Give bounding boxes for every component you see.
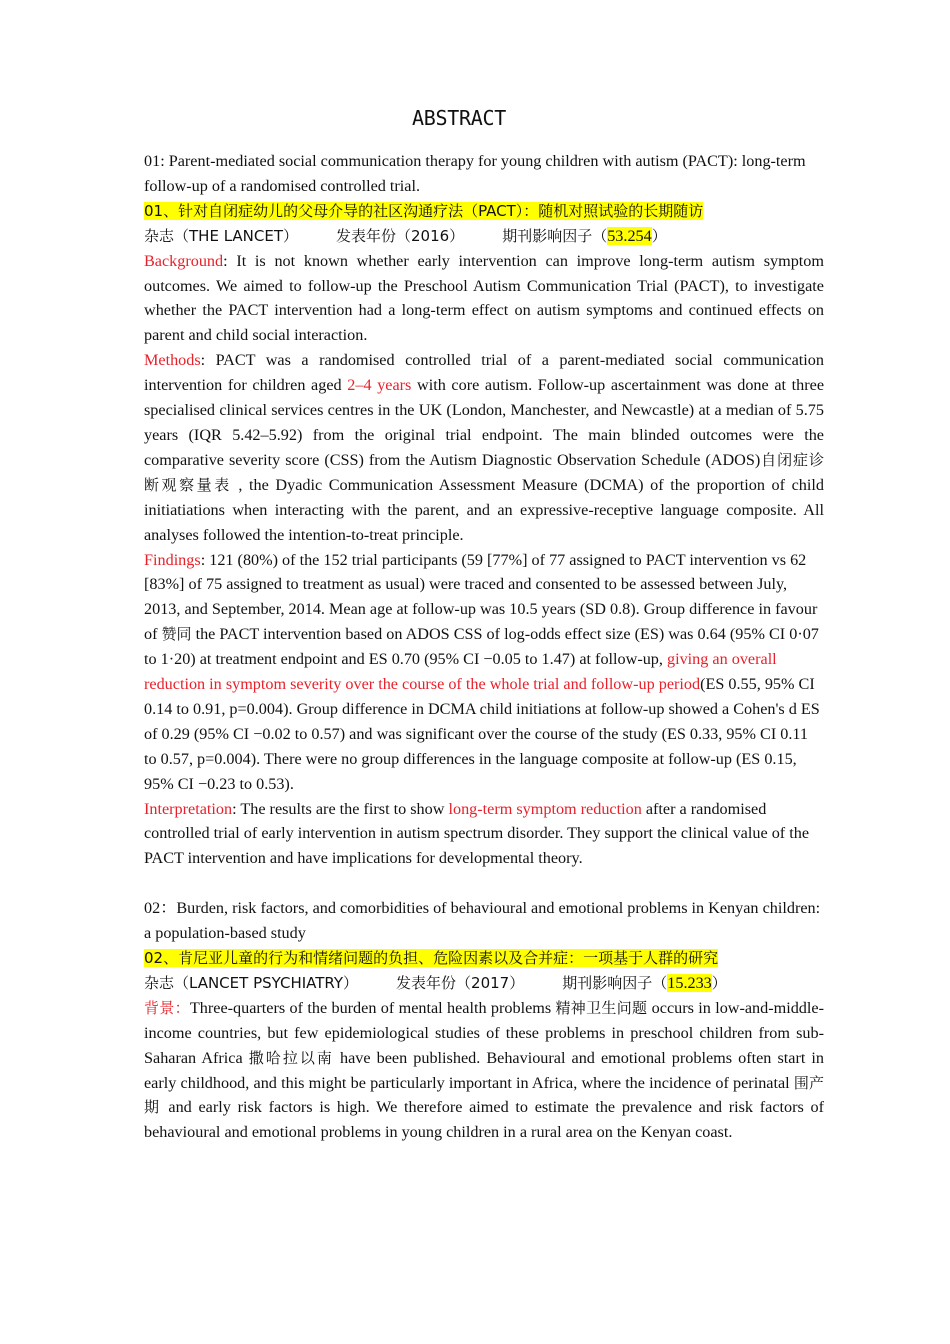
- methods-label: Methods: [144, 351, 201, 370]
- article-2-bg-cn-1: 精神卫生问题: [555, 998, 648, 1017]
- article-2-impact-factor: 15.233: [667, 973, 712, 992]
- methods-age-range: 2–4 years: [347, 376, 412, 395]
- article-2-bg-cn-2: 撒哈拉以南: [248, 1048, 334, 1067]
- article-2-bg-text-4: and early risk factors is high. We therefore aimed to estimate the prevalence and risk factors of behavioural and emotional problems in young children in a rural area on the Kenyan coast.: [144, 1098, 824, 1142]
- article-1-journal: 杂志（THE LANCET）: [144, 226, 298, 245]
- methods-text-1: : PACT was a randomised controlled trial of a parent-mediated social communication intervention for children aged: [144, 351, 824, 395]
- findings-text-3: (ES 0.55, 95% CI 0.14 to 0.91, p=0.004). Group difference in DCMA child initiations at follow-up showed a Cohen's d ES of 0.29 (95% CI −0.02 to 0.57) and was significant over the course of the study (ES 0.33, 95% CI 0.11 to 0.57, p=0.004). There were no group differences in the language composite at follow-up (ES 0.15, 95% CI −0.23 to 0.53).: [144, 675, 820, 793]
- article-1-if-close: ）: [651, 226, 667, 245]
- article-1-heading: 01: Parent-mediated social communication therapy for young children with autism (PACT): long-term follow-up of a randomised controlled trial.: [144, 152, 806, 195]
- article-1-journal-line: [144, 224, 824, 249]
- article-1-cn-title: [144, 199, 824, 224]
- interpretation-text-2: after a randomised controlled trial of early intervention in autism spectrum disorder. They support the clinical value of the PACT intervention and have implications for developmental theory.: [144, 799, 809, 868]
- article-1-background: [144, 249, 824, 349]
- methods-text-2: with core autism. Follow-up ascertainment was done at three specialised clinical services centres in the UK (London, Manchester, and Newcastle) at a median of 5.75 years (IQR 5.42–5.92) from the original trial endpoint. The main blinded outcomes were the comparative severity score (CSS) from the Autism Diagnostic Observation Schedule (ADOS): [144, 376, 825, 469]
- findings-highlight: giving an overall reduction in symptom severity over the course of the whole trial and follow-up period: [144, 650, 777, 694]
- methods-text-3: , the Dyadic Communication Assessment Measure (DCMA) of the proportion of child initiatiations when interacting with the parent, and an expressive-receptive language composite. All analyses followed the intention-to-treat principle.: [144, 475, 824, 544]
- methods-cn-note: 自闭症诊断观察量表: [144, 450, 824, 494]
- article-2-journal-line: [144, 971, 824, 996]
- article-2-heading: 02：Burden, risk factors, and comorbidities of behavioural and emotional problems in Kenyan children: a population-based study: [144, 899, 821, 943]
- article-2-journal: 杂志（LANCET PSYCHIATRY）: [144, 973, 359, 992]
- article-1-findings: [144, 548, 824, 797]
- article-1-if-label: 期刊影响因子（: [502, 226, 608, 245]
- background-label: Background: [144, 251, 224, 270]
- article-2-bg-text-1: Three-quarters of the burden of mental health problems: [189, 998, 556, 1017]
- article-1-interpretation: [144, 797, 824, 872]
- article-2-year: 发表年份（2017）: [396, 973, 525, 992]
- findings-text-2: the PACT intervention based on ADOS CSS of log-odds effect size (ES) was 0.64 (95% CI 0·07 to 1·20) at treatment endpoint and ES 0.70 (95% CI −0.05 to 1.47) at follow-up,: [144, 625, 819, 669]
- findings-text-1: : 121 (80%) of the 152 trial participants (59 [77%] of 77 assigned to PACT intervention vs 62 [83%] of 75 assigned to treatment as usual) were traced and consented to be assessed between July, 2013, and September, 2014. Mean age at follow-up was 10.5 years (SD 0.8). Group difference in favour of: [144, 550, 818, 644]
- article-1-impact-factor: 53.254: [607, 226, 652, 245]
- background-text: : It is not known whether early intervention can improve long-term autism symptom outcomes. We aimed to follow-up the Preschool Autism Communication Trial (PACT), to investigate whether the PACT intervention had a long-term effect on autism symptoms and continued effects on parent and child social interaction.: [144, 251, 824, 345]
- findings-cn-note: 赞同: [161, 625, 192, 644]
- article-1-year: 发表年份（2016）: [336, 226, 465, 245]
- article-2-background: [144, 996, 824, 1145]
- interpretation-text-1: : The results are the first to show: [232, 799, 449, 818]
- article-2-cn-title: [144, 946, 824, 971]
- article-2-cn-title-text: 02、肯尼亚儿童的行为和情绪问题的负担、危险因素以及合并症：一项基于人群的研究: [144, 948, 719, 967]
- article-1-cn-title-text: 01、针对自闭症幼儿的父母介导的社区沟通疗法（PACT）：随机对照试验的长期随访: [144, 201, 704, 220]
- article-1-methods: [144, 348, 824, 547]
- section-gap: [144, 871, 824, 896]
- article-2-background-label: 背景：: [144, 998, 190, 1017]
- document-body: [144, 149, 824, 1145]
- article-2-if-close: ）: [711, 973, 727, 992]
- interpretation-highlight: long-term symptom reduction: [448, 799, 642, 818]
- article-2-bg-text-3: have been published. Behavioural and emotional problems often start in early childhood, and this might be particularly important in Africa, where the incidence of perinatal: [144, 1048, 824, 1092]
- interpretation-label: Interpretation: [144, 799, 233, 818]
- article-2-bg-cn-3: 围产期: [144, 1073, 824, 1117]
- article-2-bg-text-2: occurs in low-and-middle-income countries, but few epidemiological studies of these problems in preschool children from sub-Saharan Africa: [144, 998, 824, 1067]
- findings-label: Findings: [144, 550, 201, 569]
- page-title: ABSTRACT: [412, 106, 506, 130]
- article-2-if-label: 期刊影响因子（: [562, 973, 668, 992]
